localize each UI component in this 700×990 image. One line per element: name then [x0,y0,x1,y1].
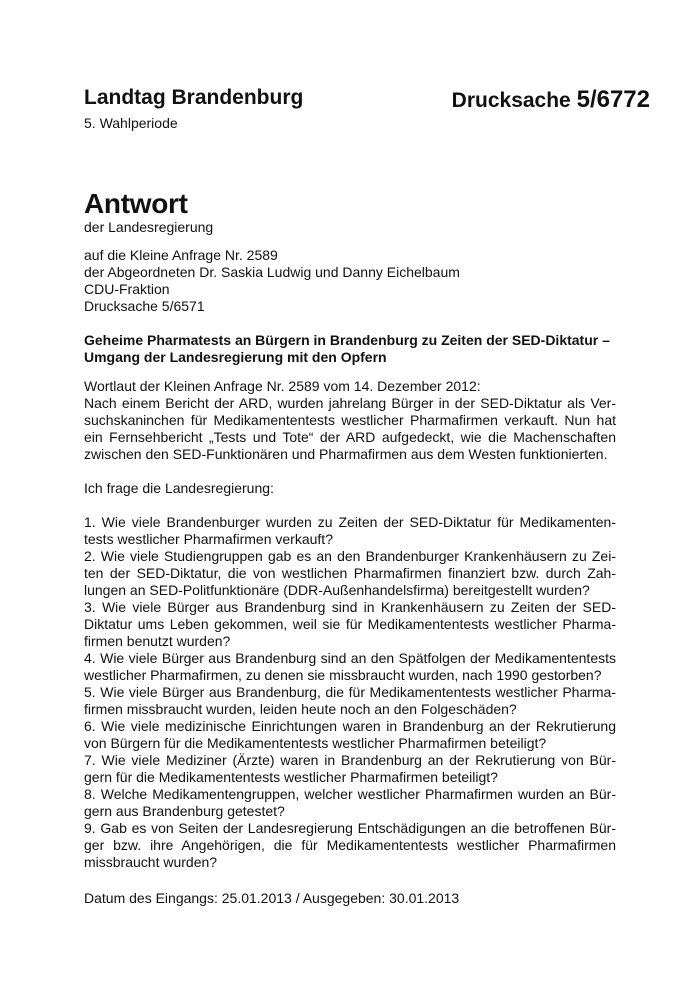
body-line: zwischen den SED-Funktionären und Pharmafirmen aus dem Westen funktionierten. [84,446,608,462]
document-number [452,86,650,114]
inquiry-line: auf die Kleine Anfrage Nr. 2589 [84,247,278,263]
question-line: firmen missbraucht wurden, leiden heute noch an den Folgeschäden? [84,701,517,717]
question-line: Diktatur ums Leben gekommen, weil sie für Medikamententests westlicher Pharma- [84,616,616,632]
election-period: 5. Wahlperiode [84,115,178,131]
question-line: firmen benutzt wurden? [84,633,231,649]
question-line: 6. Wie viele medizinische Einrichtungen waren in Brandenburg an der Rekrutierung [84,718,616,734]
question-line: 8. Welche Medikamentengruppen, welcher westlicher Pharmafirmen wurden an Bür- [84,786,616,802]
inquiry-reference [84,247,460,315]
body-line: suchskaninchen für Medikamententests westlicher Pharmafirmen verkauft. Nun hat [84,412,616,428]
question-prompt: Ich frage die Landesregierung: [84,480,274,496]
document-number-label: Drucksache [451,89,571,112]
question-line: ger bzw. ihre Angehörigen, die für Medikamententests westlicher Pharmafirmen [84,837,616,853]
question-line: gern für die Medikamententests westlicher Pharmafirmen beteiligt? [84,769,498,785]
question-line: gern aus Brandenburg getestet? [84,803,285,819]
parliament-name: Landtag Brandenburg [84,86,304,109]
document-number-value: 5/6772 [576,86,650,113]
inquiry-title [84,332,624,366]
inquiry-line: CDU-Fraktion [84,281,170,297]
inquiry-title-line: Geheime Pharmatests an Bürgern in Brandenburg zu Zeiten der SED-Diktatur – [84,332,610,348]
inquiry-body [84,378,616,871]
intro-line: Wortlaut der Kleinen Anfrage Nr. 2589 vom 14. Dezember 2012: [84,378,481,394]
question-line: 9. Gab es von Seiten der Landesregierung Entschädigungen an die betroffenen Bür- [84,820,616,836]
question-line: westlicher Pharmafirmen, zu denen sie missbraucht wurden, nach 1990 gestorben? [84,667,602,683]
question-line: tests westlicher Pharmafirmen verkauft? [84,531,333,547]
question-line: 1. Wie viele Brandenburger wurden zu Zeiten der SED-Diktatur für Medikamenten- [84,514,616,530]
body-line: Nach einem Bericht der ARD, wurden jahrelang Bürger in der SED-Diktatur als Ver- [84,395,616,411]
question-line: 4. Wie viele Bürger aus Brandenburg sind an den Spätfolgen der Medikamententests [84,650,616,666]
question-line: lungen an SED-Politfunktionäre (DDR-Außenhandelsfirma) bereitgestellt wurden? [84,582,590,598]
inquiry-line: Drucksache 5/6571 [84,298,205,314]
question-line: 5. Wie viele Bürger aus Brandenburg, die für Medikamententests westlicher Pharma- [84,684,616,700]
receipt-dates: Datum des Eingangs: 25.01.2013 / Ausgegeben: 30.01.2013 [84,890,460,906]
body-line: ein Fernsehbericht „Tests und Tote“ der ARD aufgedeckt, wie die Machenschaften [84,429,616,445]
document-header [84,86,650,116]
inquiry-title-line: Umgang der Landesregierung mit den Opfern [84,349,387,365]
document-subtitle: der Landesregierung [84,219,214,235]
question-line: 7. Wie viele Mediziner (Ärzte) waren in Brandenburg an der Rekrutierung von Bür- [84,752,616,768]
inquiry-line: der Abgeordneten Dr. Saskia Ludwig und Danny Eichelbaum [84,264,460,280]
question-line: missbraucht wurden? [84,854,218,870]
question-line: 2. Wie viele Studiengruppen gab es an den Brandenburger Krankenhäusern zu Zei- [84,548,616,564]
question-line: 3. Wie viele Bürger aus Brandenburg sind in Krankenhäusern zu Zeiten der SED- [84,599,616,615]
document-title: Antwort [84,188,188,219]
question-line: von Bürgern für die Medikamententests westlicher Pharmafirmen beteiligt? [84,735,547,751]
question-line: ten der SED-Diktatur, die von westlichen Pharmafirmen finanziert bzw. durch Zah- [84,565,616,581]
